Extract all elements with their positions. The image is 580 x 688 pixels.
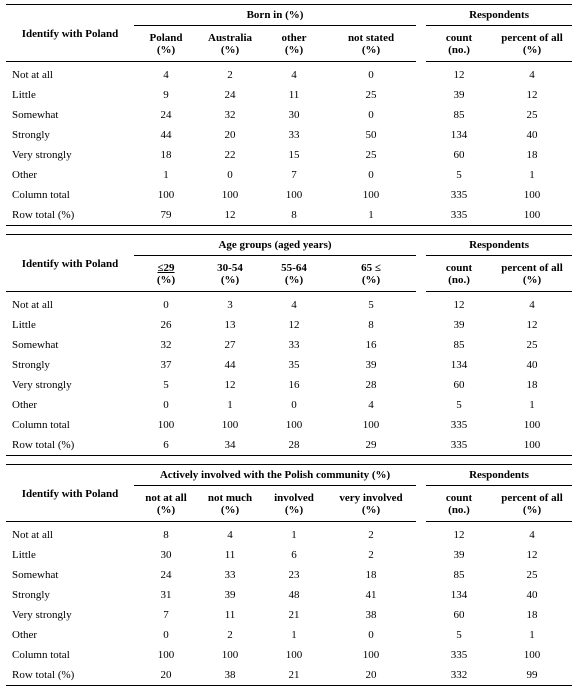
table-cell: 1 [163, 169, 169, 181]
count-cell: 39 [453, 319, 465, 331]
table-cell: 100 [157, 419, 175, 431]
respondents-column-header: percent of all [501, 262, 563, 274]
table-cell: 0 [163, 629, 169, 641]
row-label: Not at all [12, 529, 53, 541]
row-label: Row total (%) [6, 205, 134, 226]
table-cell: 3 [227, 299, 233, 311]
table-row [6, 292, 572, 316]
table-cell: 16 [288, 379, 300, 391]
column-unit: (%) [134, 504, 198, 522]
row-header: Identify with Poland [6, 235, 134, 292]
table-cell: 1 [227, 399, 233, 411]
count-cell: 335 [426, 205, 492, 226]
table-row [6, 395, 572, 415]
table-cell: 100 [221, 419, 239, 431]
gap [416, 605, 426, 625]
respondents-column-header: count [445, 492, 473, 504]
table-row [6, 185, 572, 205]
table-cell: 0 [368, 629, 374, 641]
table-cell: 11 [224, 609, 236, 621]
table-row [6, 625, 572, 645]
gap [416, 44, 426, 62]
table-header-group-row [6, 465, 572, 486]
percent-cell: 12 [526, 549, 538, 561]
column-unit: (%) [198, 44, 262, 62]
table-cell: 6 [291, 549, 297, 561]
column-unit: (%) [326, 504, 416, 522]
table-cell: 1 [291, 529, 297, 541]
table-row [6, 125, 572, 145]
table-cell: 100 [221, 649, 239, 661]
table-cell: 12 [288, 319, 300, 331]
table-cell: 32 [224, 109, 236, 121]
table-cell: 2 [227, 69, 233, 81]
column-header: Australia [208, 32, 252, 44]
table-cell: 39 [365, 359, 377, 371]
table-cell: 20 [224, 129, 236, 141]
row-label: Somewhat [12, 339, 59, 351]
table-row [6, 205, 572, 226]
percent-cell: 25 [526, 339, 538, 351]
table-cell: 8 [262, 205, 326, 226]
respondents-unit: (no.) [426, 274, 492, 292]
group-title: Born in (%) [134, 5, 416, 26]
table-cell: 6 [134, 435, 198, 456]
percent-cell: 4 [529, 529, 535, 541]
table-cell: 28 [365, 379, 377, 391]
table-row [6, 565, 572, 585]
group-title: Actively involved with the Polish community (%) [134, 465, 416, 486]
count-cell: 332 [426, 665, 492, 686]
count-cell: 335 [426, 435, 492, 456]
count-cell: 60 [453, 609, 465, 621]
column-header: not much [207, 492, 253, 504]
percent-cell: 4 [529, 299, 535, 311]
column-header: involved [274, 492, 314, 504]
gap [416, 145, 426, 165]
gap [416, 465, 426, 486]
percent-cell: 100 [523, 189, 541, 201]
percent-cell: 100 [523, 419, 541, 431]
table-cell: 30 [160, 549, 172, 561]
gap [416, 585, 426, 605]
gap [416, 486, 426, 505]
table-cell: 7 [163, 609, 169, 621]
column-unit: (%) [262, 44, 326, 62]
row-label: Other [12, 169, 38, 181]
table-cell: 24 [224, 89, 236, 101]
table-row [6, 665, 572, 686]
table-cell: 100 [285, 649, 303, 661]
table-cell: 33 [288, 129, 300, 141]
row-label: Other [12, 399, 38, 411]
column-header: very involved [339, 492, 403, 504]
table-row [6, 435, 572, 456]
table-cell: 2 [368, 549, 374, 561]
row-label: Somewhat [12, 569, 59, 581]
count-cell: 60 [453, 149, 465, 161]
gap [416, 125, 426, 145]
table-cell: 4 [291, 299, 297, 311]
row-label: Little [12, 549, 36, 561]
percent-cell: 12 [526, 319, 538, 331]
table-cell: 12 [224, 379, 236, 391]
table-cell: 0 [368, 69, 374, 81]
table-cell: 7 [291, 169, 297, 181]
table-cell: 30 [288, 109, 300, 121]
community-involvement-table [6, 464, 572, 686]
gap [416, 235, 426, 256]
count-cell: 85 [453, 339, 465, 351]
table-cell: 100 [362, 649, 380, 661]
table-cell: 100 [285, 419, 303, 431]
table-cell: 5 [163, 379, 169, 391]
table-cell: 4 [163, 69, 169, 81]
gap [416, 5, 426, 26]
row-label: Other [12, 629, 38, 641]
gap [416, 504, 426, 522]
respondents-title: Respondents [426, 5, 572, 26]
table-cell: 35 [288, 359, 300, 371]
table-cell: 100 [157, 189, 175, 201]
column-unit: (%) [262, 504, 326, 522]
percent-cell: 25 [526, 109, 538, 121]
percent-cell: 100 [492, 205, 572, 226]
table-cell: 26 [160, 319, 172, 331]
gap [416, 274, 426, 292]
column-unit: (%) [134, 274, 198, 292]
column-header: not stated [347, 32, 395, 44]
table-cell: 21 [288, 609, 300, 621]
table-cell: 31 [160, 589, 172, 601]
count-cell: 60 [453, 379, 465, 391]
table-row [6, 355, 572, 375]
gap [416, 256, 426, 275]
count-cell: 5 [456, 169, 462, 181]
table-cell: 0 [368, 109, 374, 121]
table-row [6, 522, 572, 546]
percent-cell: 99 [492, 665, 572, 686]
gap [416, 545, 426, 565]
respondents-unit: (no.) [426, 504, 492, 522]
percent-cell: 18 [526, 149, 538, 161]
table-cell: 13 [224, 319, 236, 331]
table-cell: 0 [163, 399, 169, 411]
table-cell: 100 [221, 189, 239, 201]
row-label: Little [12, 89, 36, 101]
table-cell: 37 [160, 359, 172, 371]
row-label: Column total [12, 189, 70, 201]
count-cell: 39 [453, 549, 465, 561]
percent-cell: 4 [529, 69, 535, 81]
table-cell: 29 [326, 435, 416, 456]
respondents-column-header: count [445, 262, 473, 274]
respondents-column-header: count [445, 32, 473, 44]
percent-cell: 1 [529, 629, 535, 641]
gap [416, 62, 426, 86]
count-cell: 5 [456, 399, 462, 411]
table-cell: 4 [291, 69, 297, 81]
gap [416, 165, 426, 185]
table-cell: 41 [365, 589, 377, 601]
column-unit: (%) [198, 274, 262, 292]
table-row [6, 415, 572, 435]
table-row [6, 585, 572, 605]
count-cell: 12 [453, 69, 465, 81]
row-label: Not at all [12, 299, 53, 311]
table-cell: 25 [365, 149, 377, 161]
table-cell: 24 [160, 569, 172, 581]
table-cell: 100 [362, 419, 380, 431]
table-cell: 38 [365, 609, 377, 621]
percent-cell: 100 [492, 435, 572, 456]
row-label: Strongly [12, 129, 50, 141]
table-cell: 8 [368, 319, 374, 331]
table-cell: 18 [160, 149, 172, 161]
gap [416, 105, 426, 125]
table-row [6, 62, 572, 86]
count-cell: 85 [453, 109, 465, 121]
table-cell: 33 [224, 569, 236, 581]
table-row [6, 645, 572, 665]
table-row [6, 85, 572, 105]
table-cell: 16 [365, 339, 377, 351]
table-cell: 21 [262, 665, 326, 686]
row-label: Column total [12, 649, 70, 661]
percent-cell: 25 [526, 569, 538, 581]
respondents-title: Respondents [426, 465, 572, 486]
column-unit: (%) [326, 44, 416, 62]
table-row [6, 335, 572, 355]
row-label: Little [12, 319, 36, 331]
percent-cell: 1 [529, 169, 535, 181]
count-cell: 134 [450, 129, 468, 141]
gap [416, 315, 426, 335]
table-cell: 32 [160, 339, 172, 351]
column-unit: (%) [262, 274, 326, 292]
table-cell: 100 [285, 189, 303, 201]
row-label: Row total (%) [6, 665, 134, 686]
row-label: Column total [12, 419, 70, 431]
table-cell: 20 [134, 665, 198, 686]
respondents-unit: (%) [492, 44, 572, 62]
column-header: 65 ≤ [361, 262, 381, 274]
count-cell: 12 [453, 529, 465, 541]
row-label: Very strongly [12, 149, 72, 161]
respondents-title: Respondents [426, 235, 572, 256]
gap [416, 395, 426, 415]
table-cell: 5 [368, 299, 374, 311]
percent-cell: 18 [526, 379, 538, 391]
table-cell: 39 [224, 589, 236, 601]
column-header: 30-54 [217, 262, 243, 274]
row-header: Identify with Poland [6, 465, 134, 522]
table-cell: 50 [365, 129, 377, 141]
percent-cell: 1 [529, 399, 535, 411]
gap [416, 355, 426, 375]
percent-cell: 40 [526, 129, 538, 141]
column-header: not at all [145, 492, 187, 504]
gap [416, 435, 426, 456]
table-cell: 0 [163, 299, 169, 311]
table-cell: 100 [157, 649, 175, 661]
table-cell: 24 [160, 109, 172, 121]
table-row [6, 375, 572, 395]
gap [416, 415, 426, 435]
group-title: Age groups (aged years) [134, 235, 416, 256]
table-cell: 34 [198, 435, 262, 456]
table-cell: 2 [368, 529, 374, 541]
table-cell: 38 [198, 665, 262, 686]
table-cell: 25 [365, 89, 377, 101]
table-cell: 20 [326, 665, 416, 686]
table-header-group-row [6, 5, 572, 26]
respondents-column-header: percent of all [501, 492, 563, 504]
row-label: Very strongly [12, 609, 72, 621]
table-cell: 8 [163, 529, 169, 541]
table-cell: 44 [160, 129, 172, 141]
table-row [6, 165, 572, 185]
table-cell: 1 [291, 629, 297, 641]
table-cell: 48 [288, 589, 300, 601]
gap [416, 665, 426, 686]
row-label: Strongly [12, 359, 50, 371]
count-cell: 85 [453, 569, 465, 581]
percent-cell: 12 [526, 89, 538, 101]
table-row [6, 105, 572, 125]
table-cell: 2 [227, 629, 233, 641]
table-row [6, 145, 572, 165]
table-cell: 0 [227, 169, 233, 181]
row-header: Identify with Poland [6, 5, 134, 62]
respondents-column-header: percent of all [501, 32, 563, 44]
table-cell: 15 [288, 149, 300, 161]
count-cell: 335 [450, 419, 468, 431]
table-cell: 22 [224, 149, 236, 161]
table-cell: 27 [224, 339, 236, 351]
table-cell: 9 [163, 89, 169, 101]
count-cell: 39 [453, 89, 465, 101]
gap [416, 85, 426, 105]
percent-cell: 40 [526, 589, 538, 601]
row-label: Not at all [12, 69, 53, 81]
column-header: ≤29 [157, 262, 175, 274]
count-cell: 5 [456, 629, 462, 641]
table-cell: 0 [368, 169, 374, 181]
gap [416, 565, 426, 585]
row-label: Very strongly [12, 379, 72, 391]
gap [416, 26, 426, 45]
table-cell: 11 [288, 89, 300, 101]
table-row [6, 315, 572, 335]
gap [416, 645, 426, 665]
table-header-group-row [6, 235, 572, 256]
table-row [6, 605, 572, 625]
table-cell: 28 [262, 435, 326, 456]
count-cell: 335 [450, 649, 468, 661]
respondents-unit: (%) [492, 504, 572, 522]
table-cell: 1 [326, 205, 416, 226]
gap [416, 292, 426, 316]
count-cell: 12 [453, 299, 465, 311]
table-cell: 23 [288, 569, 300, 581]
table-cell: 0 [291, 399, 297, 411]
percent-cell: 40 [526, 359, 538, 371]
table-cell: 79 [134, 205, 198, 226]
row-label: Strongly [12, 589, 50, 601]
gap [416, 335, 426, 355]
table-row [6, 545, 572, 565]
gap [416, 625, 426, 645]
gap [416, 522, 426, 546]
percent-cell: 100 [523, 649, 541, 661]
respondents-unit: (%) [492, 274, 572, 292]
gap [416, 375, 426, 395]
gap [416, 185, 426, 205]
percent-cell: 18 [526, 609, 538, 621]
column-header: Poland [149, 32, 183, 44]
table-cell: 12 [198, 205, 262, 226]
column-unit: (%) [326, 274, 416, 292]
column-unit: (%) [198, 504, 262, 522]
respondents-unit: (no.) [426, 44, 492, 62]
table-cell: 44 [224, 359, 236, 371]
column-unit: (%) [134, 44, 198, 62]
column-header: other [281, 32, 307, 44]
table-cell: 18 [365, 569, 377, 581]
count-cell: 134 [450, 359, 468, 371]
row-label: Row total (%) [6, 435, 134, 456]
column-header: 55-64 [281, 262, 307, 274]
age-groups-table [6, 234, 572, 456]
table-cell: 4 [368, 399, 374, 411]
table-cell: 33 [288, 339, 300, 351]
row-label: Somewhat [12, 109, 59, 121]
gap [416, 205, 426, 226]
table-cell: 100 [362, 189, 380, 201]
count-cell: 335 [450, 189, 468, 201]
count-cell: 134 [450, 589, 468, 601]
table-cell: 4 [227, 529, 233, 541]
born-in-table [6, 4, 572, 226]
table-cell: 11 [224, 549, 236, 561]
